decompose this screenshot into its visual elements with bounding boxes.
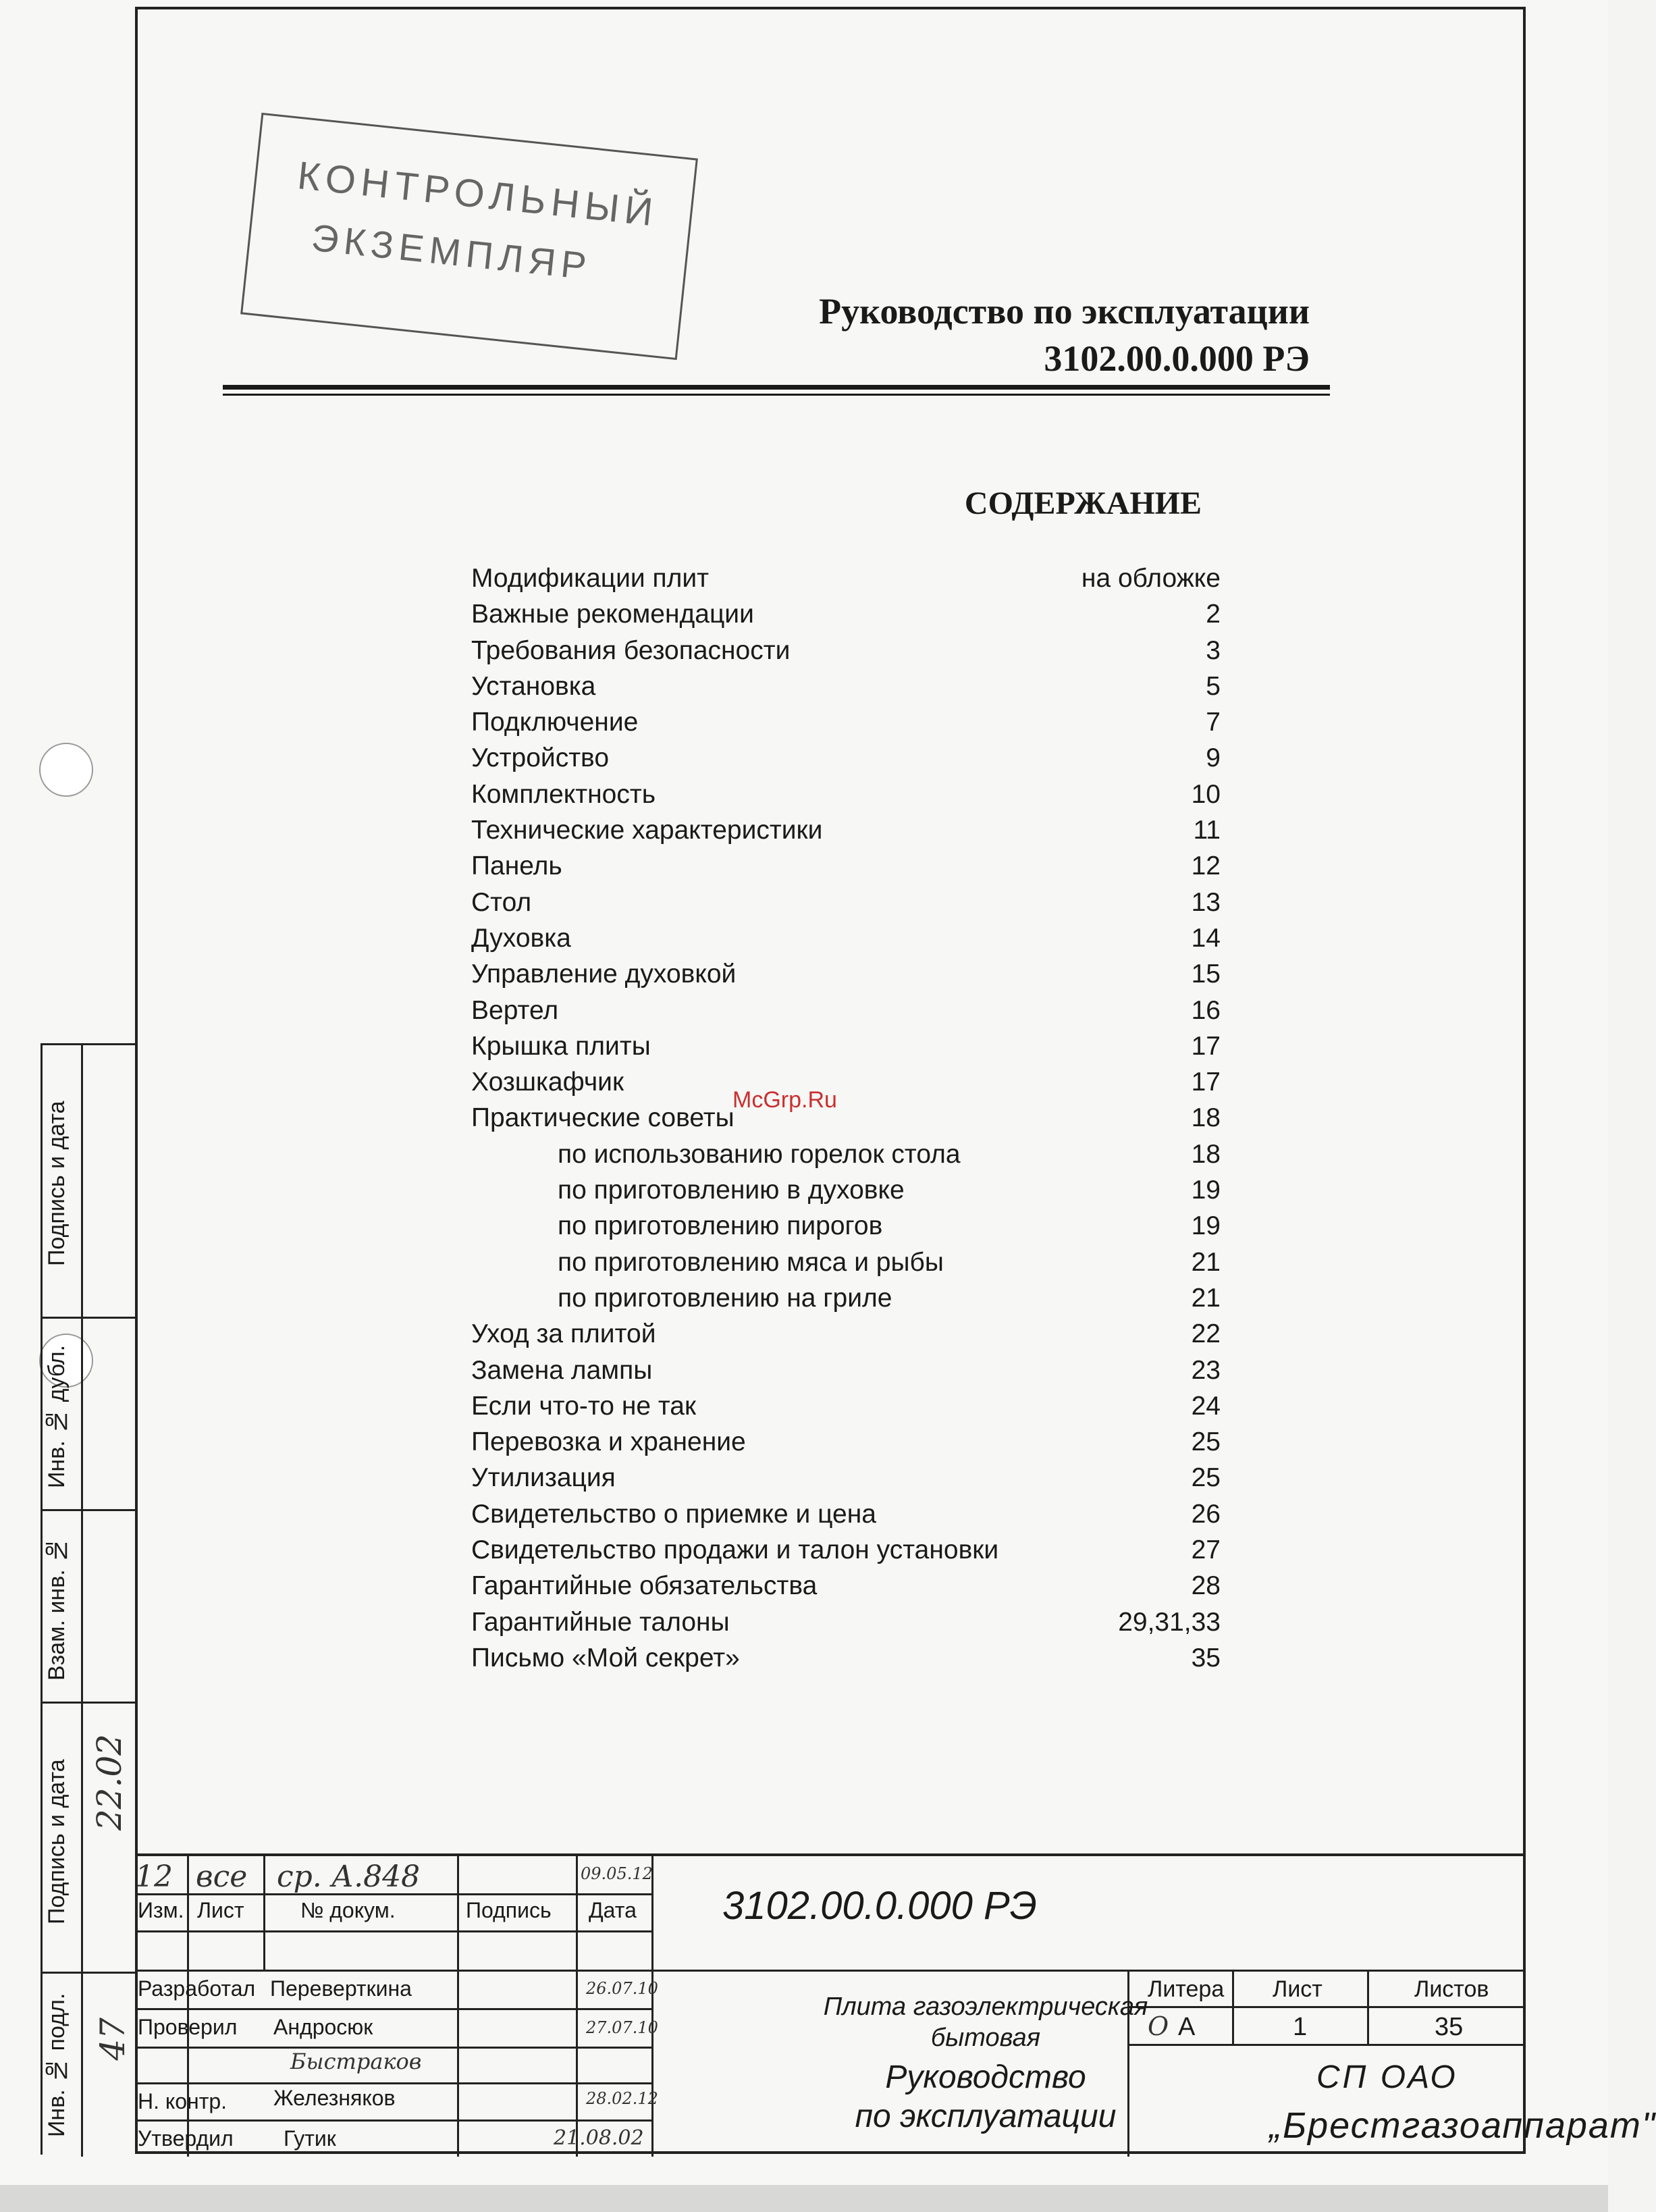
litera-value: А <box>1178 2013 1196 2041</box>
date-approver: 21.08.02 <box>554 2126 644 2150</box>
toc-item-page: 17 <box>1191 1031 1221 1061</box>
tb-line <box>263 1856 265 1971</box>
toc-item-label: Требования безопасности <box>471 635 791 665</box>
toc-item-label: по использованию горелок стола <box>558 1139 961 1169</box>
name-approver: Гутик <box>284 2126 336 2151</box>
toc-item-label: Подключение <box>471 708 639 737</box>
toc-item-page: 2 <box>1206 600 1221 629</box>
side-label-signature-date: Подпись и дата <box>44 1101 70 1267</box>
toc-item-page: 28 <box>1191 1571 1221 1601</box>
watermark: McGrp.Ru <box>732 1087 837 1113</box>
toc-item-label: Установка <box>471 671 596 701</box>
date-developer: 26.07.10 <box>586 1979 658 1998</box>
toc-item-page: 26 <box>1191 1499 1221 1529</box>
role-approver: Утвердил <box>138 2126 234 2151</box>
header-litera: Литера <box>1148 1976 1225 2002</box>
change-sheet: все <box>196 1860 248 1894</box>
toc-item <box>471 1388 1221 1424</box>
toc-item-label: Уход за плитой <box>471 1319 656 1349</box>
role-checker: Проверил <box>138 2015 238 2039</box>
handwritten-inv-number: 47 <box>93 2018 132 2061</box>
header-sheets-total: Листов <box>1414 1976 1489 2002</box>
toc-item-page: 25 <box>1191 1463 1221 1493</box>
title-rule <box>223 385 1330 390</box>
toc-item-page: 24 <box>1191 1391 1221 1421</box>
toc-subitem <box>471 1136 1221 1172</box>
product-doc-line1: Руководство <box>885 2059 1086 2095</box>
toc-item-label: по приготовлению в духовке <box>558 1176 905 1205</box>
tb-line <box>1367 1971 1369 2045</box>
toc-item <box>471 1640 1221 1676</box>
toc-item-label: Комплектность <box>471 779 656 809</box>
toc-subitem <box>471 1280 1221 1316</box>
toc-item-label: Духовка <box>471 923 571 953</box>
toc-item <box>471 1604 1221 1640</box>
tb-line <box>135 1930 651 1932</box>
toc-item-label: Перевозка и хранение <box>471 1427 746 1457</box>
toc-item-label: Гарантийные талоны <box>471 1607 730 1637</box>
role-norm-control: Н. контр. <box>138 2089 228 2113</box>
side-label-orig-inv: Инв. № подл. <box>44 1993 70 2137</box>
col-header-sign: Подпись <box>466 1898 552 1922</box>
sheet-value: 1 <box>1293 2013 1308 2041</box>
toc-item-page: 11 <box>1193 816 1221 845</box>
toc-item-page: 23 <box>1191 1355 1221 1385</box>
toc-item-label: Замена лампы <box>471 1355 653 1385</box>
header-sheet: Лист <box>1273 1976 1323 2002</box>
change-doc: ср. А.848 <box>277 1860 421 1894</box>
toc-item-label: Вертел <box>471 995 559 1025</box>
toc-item-page: 10 <box>1191 779 1221 809</box>
toc-item <box>471 1460 1221 1496</box>
tb-line <box>135 1970 1526 1972</box>
scan-edge <box>0 2185 1608 2212</box>
toc-item-page: 7 <box>1206 708 1221 737</box>
toc-item-page: 19 <box>1191 1211 1221 1241</box>
date-norm-control: 28.02.12 <box>586 2089 658 2108</box>
product-doc-line2: по эксплуатации <box>855 2099 1117 2134</box>
toc-item-label: Утилизация <box>471 1463 616 1493</box>
toc-item-label: Письмо «Мой секрет» <box>471 1643 740 1673</box>
tb-line <box>135 2082 651 2084</box>
toc-item-page: 15 <box>1191 959 1221 989</box>
litera-value-hand: О <box>1148 2011 1169 2041</box>
handwritten-norm-control: Быстраков <box>290 2049 422 2074</box>
toc-item-page: 14 <box>1191 923 1221 953</box>
col-header-date: Дата <box>589 1898 637 1922</box>
title-rule-thin <box>223 394 1330 396</box>
title-block-doc-code: 3102.00.0.000 РЭ <box>722 1884 1037 1928</box>
toc-heading: СОДЕРЖАНИЕ <box>964 485 1202 521</box>
toc-item <box>471 560 1221 596</box>
toc-item <box>471 633 1221 668</box>
toc-item-label: по приготовлению пирогов <box>558 1211 883 1241</box>
toc-item <box>471 668 1221 704</box>
toc-item-label: Модификации плит <box>471 564 710 593</box>
toc-item-page: 3 <box>1206 635 1221 665</box>
toc-item-page: 27 <box>1191 1535 1221 1565</box>
toc-item-label: Хозшкафчик <box>471 1068 624 1097</box>
toc-item <box>471 1028 1221 1064</box>
side-stamp-strip <box>41 1043 135 2155</box>
toc-item <box>471 848 1221 884</box>
toc-item-label: Свидетельство о приемке и цена <box>471 1499 876 1529</box>
toc-item-page: 35 <box>1191 1643 1221 1673</box>
toc-item <box>471 1064 1221 1100</box>
stamp-line-2: ЭКЗЕМПЛЯР <box>309 215 594 288</box>
toc-item-page: 17 <box>1191 1068 1221 1097</box>
col-header-list: Лист <box>197 1898 244 1922</box>
toc-item-page: 13 <box>1191 887 1221 917</box>
toc-item <box>471 776 1221 812</box>
document-code: 3102.00.0.000 РЭ <box>1044 338 1310 379</box>
toc-item-page: 18 <box>1191 1103 1221 1133</box>
toc-item <box>471 1496 1221 1532</box>
toc-item <box>471 740 1221 776</box>
toc-item <box>471 1532 1221 1568</box>
toc-subitem <box>471 1172 1221 1208</box>
sheets-total-value: 35 <box>1435 2013 1464 2041</box>
toc-item-label: Устройство <box>471 743 610 773</box>
toc-item <box>471 596 1221 632</box>
toc-item-label: Панель <box>471 851 562 881</box>
toc-item-page: 18 <box>1191 1139 1221 1169</box>
toc-item <box>471 1316 1221 1352</box>
toc-item <box>471 885 1221 920</box>
toc-item <box>471 704 1221 740</box>
toc-item-page: 21 <box>1191 1247 1221 1277</box>
toc-item-label: по приготовлению на гриле <box>558 1283 892 1313</box>
toc-item <box>471 1352 1221 1388</box>
title-block <box>135 1853 1656 2154</box>
table-of-contents <box>471 560 1221 1676</box>
toc-item <box>471 956 1221 992</box>
toc-item-page: 21 <box>1191 1283 1221 1313</box>
punch-hole <box>39 743 93 797</box>
toc-subitem <box>471 1244 1221 1280</box>
toc-item-page: 19 <box>1191 1176 1221 1205</box>
toc-item-label: Гарантийные обязательства <box>471 1571 818 1601</box>
side-label-dup-inv: Инв. № дубл. <box>44 1344 70 1489</box>
tb-line <box>576 1856 578 2157</box>
name-developer: Переверткина <box>270 1976 412 2001</box>
product-name-line1: Плита газоэлектрическая <box>823 1993 1148 2021</box>
toc-item-label: Управление духовкой <box>471 959 737 989</box>
toc-item <box>471 1424 1221 1460</box>
toc-item-label: Технические характеристики <box>471 816 823 845</box>
tb-line <box>651 1856 653 2157</box>
organization-line1: СП ОАО <box>1316 2059 1458 2095</box>
toc-subitem <box>471 1208 1221 1244</box>
toc-item-page: 12 <box>1191 851 1221 881</box>
toc-item-page: 9 <box>1206 743 1221 773</box>
toc-item-label: Если что-то не так <box>471 1391 697 1421</box>
toc-item-label: Важные рекомендации <box>471 600 754 629</box>
document-title: Руководство по эксплуатации <box>819 291 1310 332</box>
toc-item-page: 25 <box>1191 1427 1221 1457</box>
col-header-docnum: № докум. <box>300 1898 396 1922</box>
organization-line2: „Брестгазоаппарат" <box>1269 2105 1656 2146</box>
product-name-line2: бытовая <box>930 2024 1041 2052</box>
toc-item-page: 5 <box>1206 671 1221 701</box>
toc-item-page: 16 <box>1191 995 1221 1025</box>
toc-item-label: по приготовлению мяса и рыбы <box>558 1247 944 1277</box>
toc-item-label: Стол <box>471 887 532 917</box>
handwritten-date: 22.02 <box>90 1734 129 1831</box>
toc-item-label: Крышка плиты <box>471 1031 651 1061</box>
toc-item-page: 22 <box>1191 1319 1221 1349</box>
date-checker: 27.07.10 <box>586 2018 658 2037</box>
side-label-replace-inv: Взам. инв. № <box>44 1537 70 1681</box>
toc-item-page: 29,31,33 <box>1118 1607 1221 1637</box>
col-header-izm: Изм. <box>138 1898 184 1922</box>
toc-item <box>471 1100 1221 1136</box>
toc-item <box>471 1568 1221 1604</box>
role-developer: Разработал <box>138 1976 256 2001</box>
toc-item <box>471 920 1221 956</box>
toc-item <box>471 993 1221 1028</box>
change-date: 09.05.12 <box>581 1864 653 1883</box>
toc-item-page: на обложке <box>1081 564 1221 593</box>
side-label-signature-date: Подпись и дата <box>44 1759 70 1925</box>
toc-item <box>471 812 1221 848</box>
change-number: 12 <box>135 1860 173 1894</box>
stamp-line-1: КОНТРОЛЬНЫЙ <box>295 153 661 235</box>
tb-line <box>135 2008 651 2010</box>
toc-item-label: Практические советы <box>471 1103 734 1133</box>
toc-item-label: Свидетельство продажи и талон установки <box>471 1535 999 1565</box>
name-checker: Андросюк <box>273 2015 373 2039</box>
name-norm-control: Железняков <box>273 2086 396 2110</box>
tb-line <box>457 1856 459 2157</box>
tb-line <box>135 2119 651 2122</box>
